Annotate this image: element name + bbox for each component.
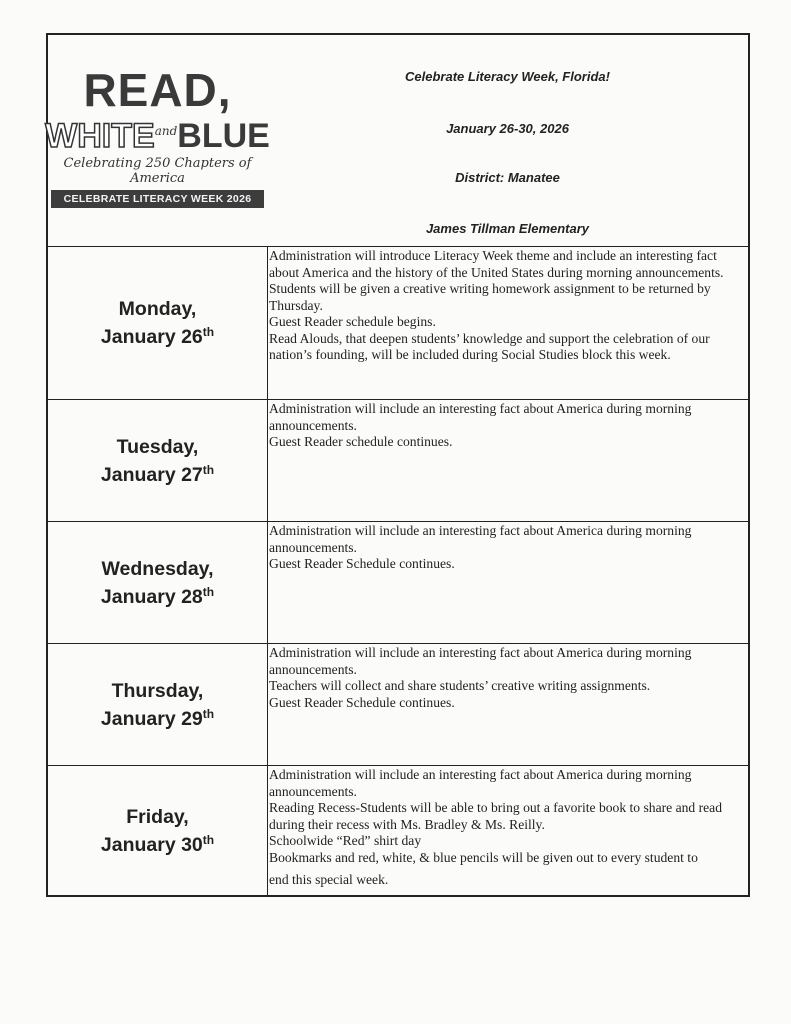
- day-row-monday: [48, 246, 748, 399]
- activities: [268, 522, 748, 643]
- date-suffix: th: [202, 325, 215, 339]
- header-info-cell: [267, 35, 748, 246]
- activity-item: Guest Reader schedule continues.: [269, 434, 453, 449]
- activity-item: Guest Reader Schedule continues.: [269, 694, 455, 710]
- weekday: Friday,: [126, 805, 189, 828]
- weekday: Thursday,: [111, 679, 204, 702]
- logo-banner: CELEBRATE LITERACY WEEK 2026: [51, 190, 264, 208]
- activities: [268, 400, 748, 521]
- weekday: Tuesday,: [116, 435, 199, 458]
- logo-tagline: Celebrating 250 Chapters of America: [63, 156, 252, 186]
- day-row-tuesday: [48, 399, 748, 521]
- logo-read: READ,: [83, 64, 232, 116]
- day-row-wednesday: [48, 521, 748, 643]
- logo-and: and: [154, 124, 178, 138]
- day-label: [101, 803, 214, 859]
- literacy-week-schedule-table: [46, 33, 750, 897]
- activity-item: Administration will include an interesting fact about America during morning announcements.: [269, 767, 692, 799]
- event-title: Celebrate Literacy Week, Florida!: [405, 69, 610, 84]
- district: District: Manatee: [455, 170, 560, 185]
- date-suffix: th: [202, 584, 215, 599]
- activity-item: Teachers will collect and share students’ creative writing assignments.: [269, 678, 651, 693]
- activity-item: Administration will include an interesting fact about America during morning announcements.: [269, 523, 692, 555]
- day-label: [101, 295, 214, 351]
- day-row-thursday: [48, 643, 748, 765]
- activities: [268, 766, 748, 895]
- day-label: [101, 433, 214, 489]
- header-row: [45, 35, 748, 246]
- activity-item: Reading Recess-Students will be able to bring out a favorite book to share and read during their recess with Ms. Bradley & Ms. Reilly.: [269, 800, 723, 832]
- activity-item: Schoolwide “Red” shirt day: [269, 833, 422, 848]
- weekday: Monday,: [118, 298, 197, 320]
- logo-white-and-blue: [45, 113, 270, 154]
- date: January 28: [100, 585, 203, 608]
- activity-item: Administration will include an interesting fact about America during morning announcements.: [269, 645, 692, 677]
- logo-cell: [45, 35, 270, 246]
- date-suffix: th: [202, 462, 215, 477]
- day-row-friday: [48, 765, 748, 895]
- activity-item: Administration will introduce Literacy Week theme and include an interesting fact about America and the history of the United States during morning announcements.: [269, 248, 724, 280]
- weekday: Wednesday,: [101, 557, 214, 580]
- day-label: [101, 677, 214, 733]
- read-white-blue-logo: [45, 64, 270, 208]
- activity-item: end this special week.: [269, 872, 389, 887]
- logo-white: WHITE: [45, 117, 155, 155]
- activity-item: Guest Reader schedule begins.: [269, 314, 436, 329]
- activity-item: Guest Reader Schedule continues.: [269, 556, 455, 571]
- event-dates: January 26-30, 2026: [446, 121, 569, 136]
- activity-item: Read Alouds, that deepen students’ knowledge and support the celebration of our nation’s founding, will be included during Social Studies block this week.: [269, 330, 710, 362]
- logo-blue: BLUE: [177, 117, 270, 155]
- date: January 26: [100, 326, 203, 348]
- activity-item: Administration will include an interesting fact about America during morning announcements.: [269, 401, 692, 433]
- school-name: James Tillman Elementary: [425, 221, 590, 236]
- activities: [268, 247, 748, 399]
- activities: [268, 644, 748, 765]
- activity-item: Bookmarks and red, white, & blue pencils will be given out to every student to: [269, 849, 698, 865]
- day-label: [101, 555, 214, 611]
- date-suffix: th: [202, 706, 215, 721]
- date: January 30: [100, 833, 203, 856]
- activity-item: Students will be given a creative writing homework assignment to be returned by Thursday.: [269, 281, 711, 313]
- date: January 27: [100, 463, 203, 486]
- date: January 29: [100, 707, 203, 730]
- date-suffix: th: [202, 832, 215, 847]
